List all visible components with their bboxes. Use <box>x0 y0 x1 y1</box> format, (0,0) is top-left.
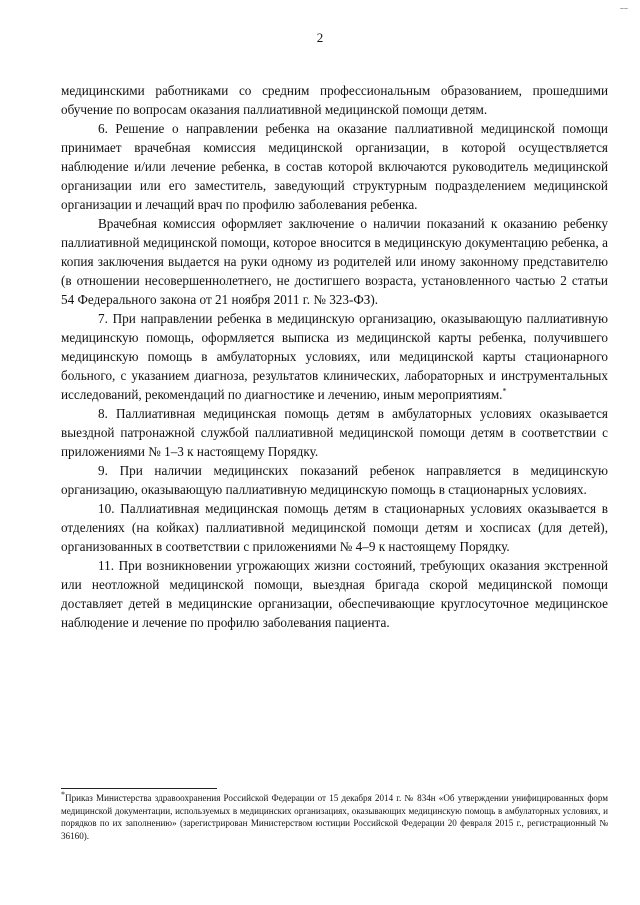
page-number: 2 <box>316 30 324 45</box>
paragraph-item-8: 8. Паллиативная медицинская помощь детям в амбулаторных условиях оказывается выездной патронажной службой паллиативной медицинской помощи детям в соответствии с приложениями № 1–3 к настоящему Порядку. <box>61 406 608 459</box>
paragraph-continuation: медицинскими работниками со средним профессиональным образованием, прошедшими обучение по вопросам оказания паллиативной медицинской помощи детям. <box>61 83 608 117</box>
corner-mark: ~~ <box>619 6 628 13</box>
paragraph-item-9: 9. При наличии медицинских показаний ребенок направляется в медицинскую организацию, оказывающую паллиативную медицинскую помощь в стационарных условиях. <box>61 463 608 497</box>
paragraph-item-7-text: 7. При направлении ребенка в медицинскую организацию, оказывающую паллиативную медицинскую помощь, оформляется выписка из медицинской карты ребенка, получившего медицинскую помощь в амбулаторных условиях, или медицинской карты стационарного больного, с указанием диагноза, результатов клинических, лабораторных и инструментальных исследований, рекомендаций по диагностике и лечению, иным мероприятиям. <box>61 311 608 402</box>
footnote-reference: * <box>502 386 507 396</box>
footnote <box>61 789 608 842</box>
paragraph-item-7 <box>61 309 608 404</box>
footnote-divider <box>61 788 217 789</box>
paragraph-item-6: 6. Решение о направлении ребенка на оказание паллиативной медицинской помощи принимает врачебная комиссия медицинской организации, в которой осуществляется наблюдение и/или лечение ребенка, в состав которой включаются руководитель медицинской организации или его заместитель, заведующий структурным подразделением медицинской организации и лечащий врач по профилю заболевания ребенка. <box>61 121 608 212</box>
paragraph-item-10: 10. Паллиативная медицинская помощь детям в стационарных условиях оказывается в отделениях (на койках) паллиативной медицинской помощи детям и хосписах (для детей), организованных в соответствии с приложениями № 4–9 к настоящему Порядку. <box>61 501 608 554</box>
footnote-text: Приказ Министерства здравоохранения Российской Федерации от 15 декабря 2014 г. № 834н «Об утверждении унифицированных форм медицинской документации, используемых в медицинских организациях, оказывающих медицинскую помощь в амбулаторных условиях, и порядков по их заполнению» (зарегистрирован Министерством юстиции Российской Федерации 20 февраля 2015 г., регистрационный № 36160). <box>61 793 608 841</box>
paragraph-item-11: 11. При возникновении угрожающих жизни состояний, требующих оказания экстренной или неотложной медицинской помощи, выездная бригада скорой медицинской помощи доставляет детей в медицинские организации, обеспечивающие круглосуточное медицинское наблюдение и лечение по профилю заболевания пациента. <box>61 558 608 630</box>
footnote-marker: * <box>61 789 65 799</box>
paragraph-commission-conclusion: Врачебная комиссия оформляет заключение о наличии показаний к оказанию ребенку паллиативной медицинской помощи, которое вносится в медицинскую документацию ребенка, а копия заключения выдается на руки одному из родителей или иному законному представителю (в отношении несовершеннолетнего, не достигшего возраста, установленного частью 2 статьи 54 Федерального закона от 21 ноября 2011 г. № 323-ФЗ). <box>61 216 608 307</box>
body-text <box>61 81 608 632</box>
